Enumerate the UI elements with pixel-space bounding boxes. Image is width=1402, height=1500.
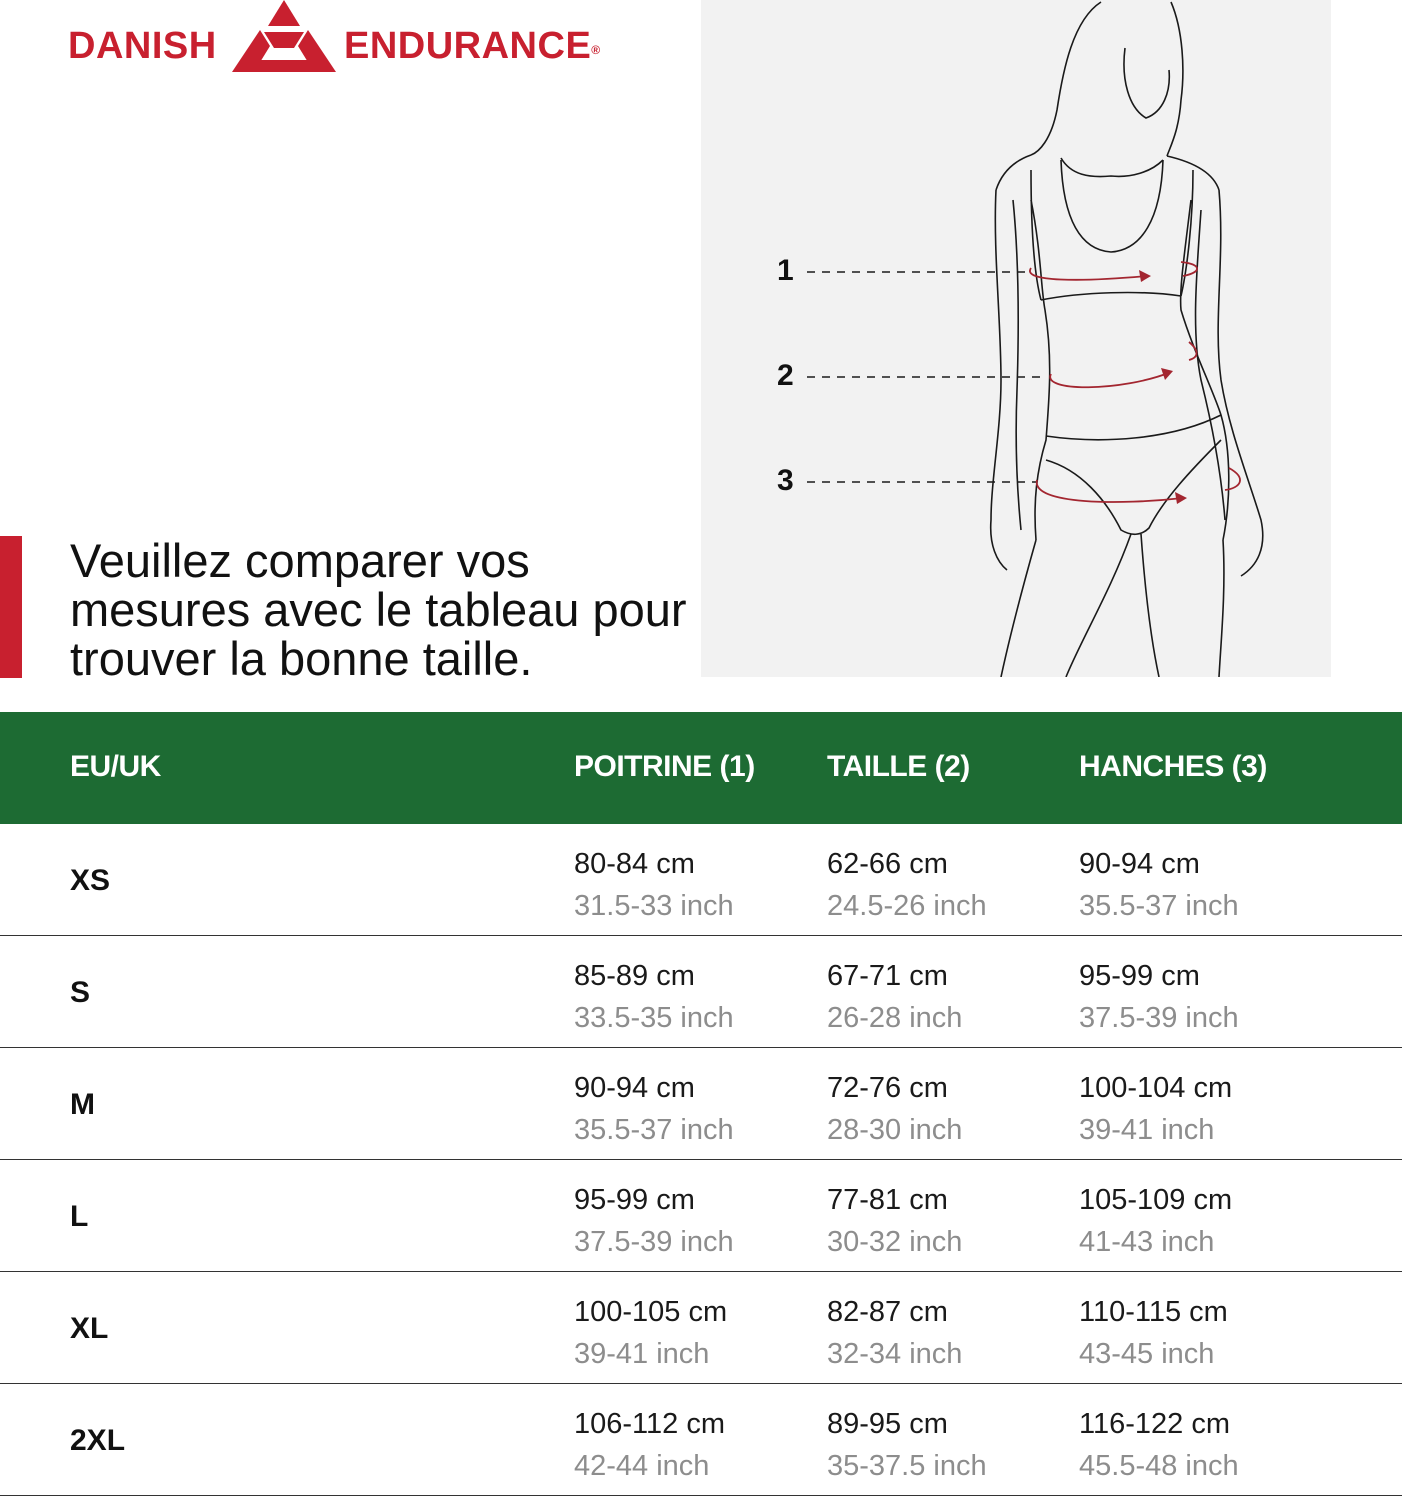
- brand-triangle-icon: [230, 0, 338, 74]
- accent-bar: [0, 536, 22, 678]
- inch-value: 33.5-35 inch: [574, 1002, 734, 1034]
- waist-cell: [827, 1404, 987, 1488]
- table-row: [0, 1384, 1402, 1496]
- header-waist: TAILLE (2): [827, 750, 970, 783]
- hips-cell: [1079, 1404, 1239, 1488]
- inch-value: 35.5-37 inch: [574, 1114, 734, 1146]
- hips-cell: [1079, 1180, 1232, 1264]
- table-row: [0, 824, 1402, 936]
- header-hips: HANCHES (3): [1079, 750, 1267, 783]
- brand-name-right: ENDURANCE®: [344, 25, 601, 67]
- cm-value: 80-84 cm: [574, 848, 695, 880]
- header-chest: POITRINE (1): [574, 750, 755, 783]
- size-label: XS: [70, 864, 111, 897]
- cm-value: 90-94 cm: [574, 1072, 695, 1104]
- inch-value: 45.5-48 inch: [1079, 1450, 1239, 1482]
- chest-cell: [574, 1292, 727, 1376]
- size-label: S: [70, 976, 91, 1009]
- inch-value: 43-45 inch: [1079, 1338, 1215, 1370]
- intro-text: Veuillez comparer vos mesures avec le tableau pour trouver la bonne taille.: [70, 534, 687, 685]
- brand-logo: [68, 0, 628, 80]
- inch-value: 24.5-26 inch: [827, 890, 987, 922]
- table-row: [0, 936, 1402, 1048]
- size-label: XL: [70, 1312, 109, 1345]
- measure-marker-3: 3: [777, 464, 794, 497]
- waist-cell: [827, 1068, 962, 1152]
- chest-cell: [574, 1068, 734, 1152]
- brand-name-left: DANISH: [68, 25, 217, 67]
- chest-cell: [574, 1404, 725, 1488]
- body-figure-panel: [701, 0, 1331, 677]
- inch-value: 28-30 inch: [827, 1114, 963, 1146]
- cm-value: 72-76 cm: [827, 1072, 948, 1104]
- body-outline-illustration: [701, 0, 1331, 677]
- table-row: [0, 1048, 1402, 1160]
- size-label: M: [70, 1088, 95, 1121]
- inch-value: 37.5-39 inch: [574, 1226, 734, 1258]
- cm-value: 62-66 cm: [827, 848, 948, 880]
- cm-value: 95-99 cm: [574, 1184, 695, 1216]
- inch-value: 26-28 inch: [827, 1002, 963, 1034]
- header-size: EU/UK: [70, 750, 161, 783]
- cm-value: 116-122 cm: [1079, 1408, 1230, 1440]
- inch-value: 39-41 inch: [1079, 1114, 1215, 1146]
- cm-value: 110-115 cm: [1079, 1296, 1228, 1328]
- measure-marker-1: 1: [777, 254, 794, 287]
- inch-value: 39-41 inch: [574, 1338, 710, 1370]
- chest-cell: [574, 956, 734, 1040]
- inch-value: 37.5-39 inch: [1079, 1002, 1239, 1034]
- hips-cell: [1079, 844, 1239, 928]
- hips-cell: [1079, 1068, 1232, 1152]
- waist-cell: [827, 1180, 962, 1264]
- cm-value: 100-105 cm: [574, 1296, 728, 1328]
- table-row: [0, 1160, 1402, 1272]
- size-label: L: [70, 1200, 89, 1233]
- size-table: [0, 712, 1402, 1496]
- cm-value: 85-89 cm: [574, 960, 695, 992]
- cm-value: 105-109 cm: [1079, 1184, 1233, 1216]
- waist-cell: [827, 1292, 962, 1376]
- chest-cell: [574, 844, 734, 928]
- registered-mark: ®: [591, 43, 601, 57]
- chest-cell: [574, 1180, 734, 1264]
- cm-value: 77-81 cm: [827, 1184, 948, 1216]
- waist-cell: [827, 956, 962, 1040]
- inch-value: 31.5-33 inch: [574, 890, 734, 922]
- hips-cell: [1079, 1292, 1228, 1376]
- inch-value: 35-37.5 inch: [827, 1450, 987, 1482]
- waist-cell: [827, 844, 987, 928]
- cm-value: 90-94 cm: [1079, 848, 1200, 880]
- inch-value: 32-34 inch: [827, 1338, 963, 1370]
- inch-value: 41-43 inch: [1079, 1226, 1215, 1258]
- table-row: [0, 1272, 1402, 1384]
- inch-value: 42-44 inch: [574, 1450, 710, 1482]
- cm-value: 106-112 cm: [574, 1408, 725, 1440]
- hips-cell: [1079, 956, 1239, 1040]
- cm-value: 100-104 cm: [1079, 1072, 1233, 1104]
- cm-value: 95-99 cm: [1079, 960, 1200, 992]
- cm-value: 67-71 cm: [827, 960, 948, 992]
- size-label: 2XL: [70, 1424, 126, 1457]
- cm-value: 89-95 cm: [827, 1408, 948, 1440]
- inch-value: 35.5-37 inch: [1079, 890, 1239, 922]
- inch-value: 30-32 inch: [827, 1226, 963, 1258]
- table-header: [0, 712, 1402, 824]
- cm-value: 82-87 cm: [827, 1296, 948, 1328]
- measure-marker-2: 2: [777, 359, 794, 392]
